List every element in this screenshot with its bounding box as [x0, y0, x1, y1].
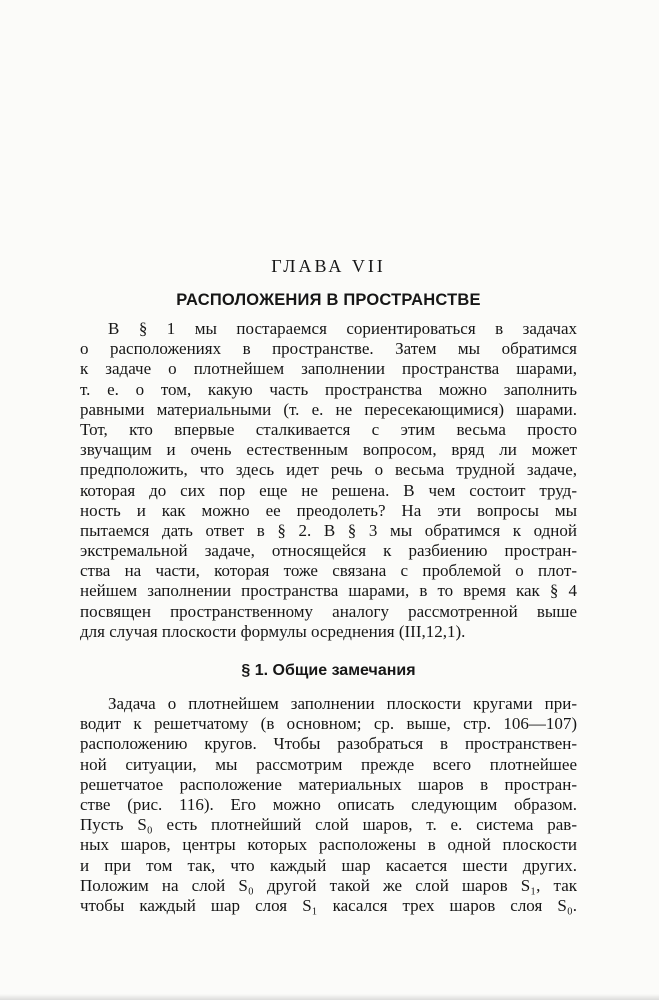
text-line: ной ситуации, мы рассмотрим прежде всего плотнейшее — [80, 754, 577, 774]
page-content — [80, 255, 577, 916]
text-line: к задаче о плотнейшем заполнении пространства шарами, — [80, 359, 577, 379]
text-line: расположению кругов. Чтобы разобраться в пространствен- — [80, 734, 577, 754]
text-line: ных шаров, центры которых расположены в одной плоскости — [80, 835, 577, 855]
text-line: и при том так, что каждый шар касается шести других. — [80, 855, 577, 875]
text-line: Задача о плотнейшем заполнении плоскости кругами при- — [108, 694, 577, 713]
text-line: экстремальной задаче, относящейся к разбиению простран- — [80, 541, 577, 561]
text-line: т. е. о том, какую часть пространства можно заполнить — [80, 379, 577, 399]
text-line: ства на части, которая тоже связана с проблемой о плот- — [80, 561, 577, 581]
text-line: пытаемся дать ответ в § 2. В § 3 мы обратимся к одной — [80, 520, 577, 540]
page-edge-shadow — [0, 994, 659, 1000]
chapter-label: ГЛАВА VII — [271, 256, 386, 276]
text-line: водит к решетчатому (в основном; ср. выше, стр. 106—107) — [80, 714, 577, 734]
chapter-title: РАСПОЛОЖЕНИЯ В ПРОСТРАНСТВЕ — [176, 291, 481, 309]
text-line: которая до сих пор еще не решена. В чем состоит труд- — [80, 480, 577, 500]
text-line: Тот, кто впервые сталкивается с этим весьма просто — [80, 419, 577, 439]
text-line: нейшем заполнении пространства шарами, в то время как § 4 — [80, 581, 577, 601]
text-line: решетчатое расположение материальных шаров в простран- — [80, 774, 577, 794]
text-line: стве (рис. 116). Его можно описать следующим образом. — [80, 794, 577, 814]
text-line: предположить, что здесь идет речь о весьма трудной задаче, — [80, 460, 577, 480]
section-paragraph — [80, 694, 577, 916]
intro-paragraph — [80, 319, 577, 642]
text-line: для случая плоскости формулы осреднения (III,12,1). — [80, 621, 466, 641]
section-heading: § 1. Общие замечания — [241, 662, 416, 679]
text-line: звучащим и очень естественным вопросом, вряд ли может — [80, 440, 577, 460]
text-line: равными материальными (т. е. не пересекающимися) шарами. — [80, 399, 577, 419]
text-line: ность и как можно ее преодолеть? На эти вопросы мы — [80, 500, 577, 520]
text-line: о расположениях в пространстве. Затем мы обратимся — [80, 339, 577, 359]
text-line: Пусть S₀ есть плотнейший слой шаров, т. е. система рав- — [80, 815, 577, 835]
text-line: чтобы каждый шар слоя S₁ касался трех шаров слоя S₀. — [80, 895, 577, 915]
text-line: Положим на слой S₀ другой такой же слой шаров S₁, так — [80, 875, 577, 895]
text-line: В § 1 мы постараемся сориентироваться в задачах — [108, 319, 577, 338]
text-line: посвящен пространственному аналогу рассмотренной выше — [80, 601, 577, 621]
